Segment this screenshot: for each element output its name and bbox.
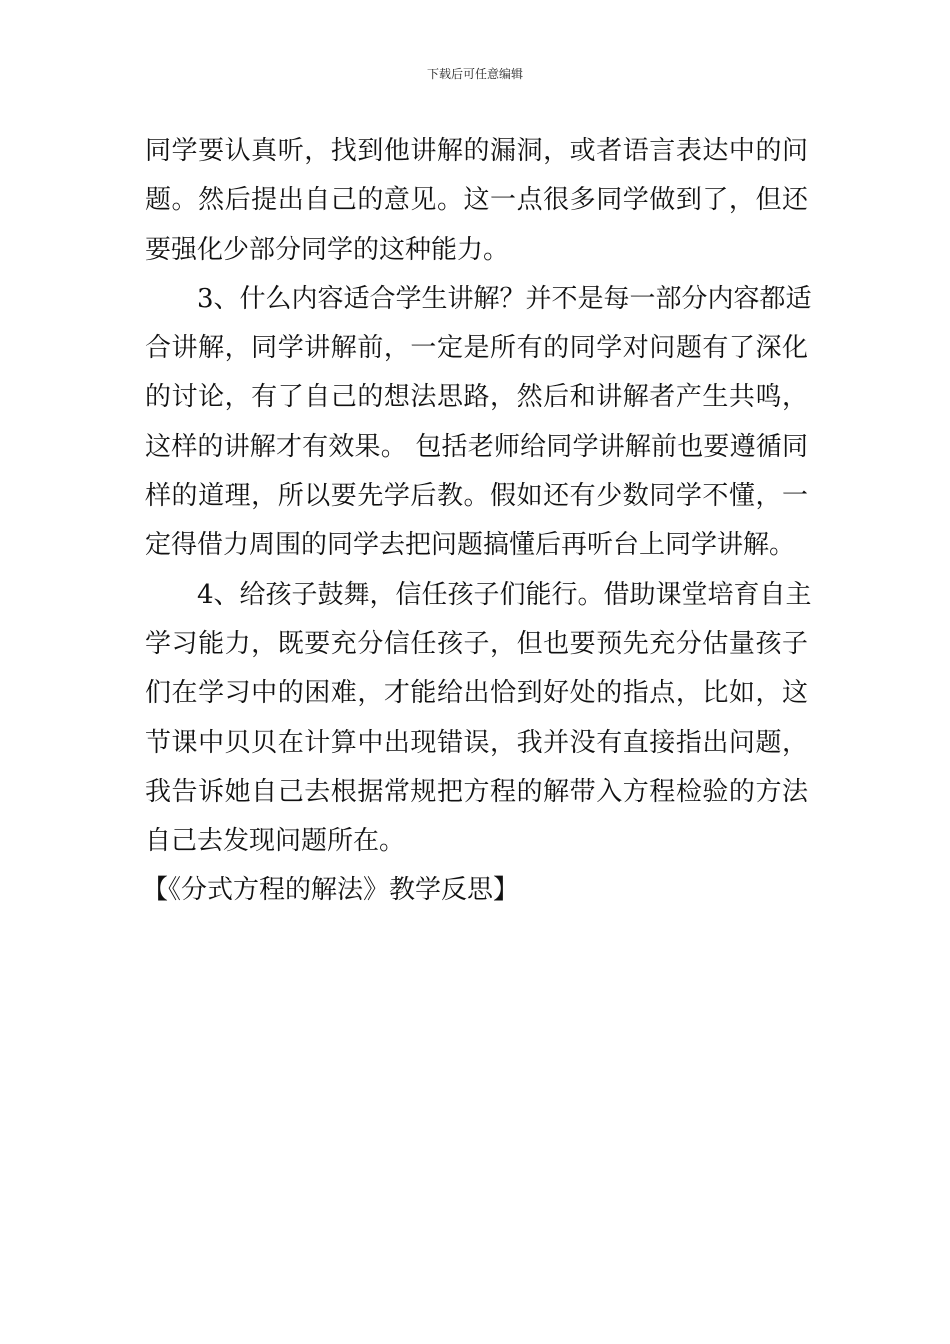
text-line: 定得借力周围的同学去把问题搞懂后再听台上同学讲解。	[145, 530, 796, 561]
text-line: 要强化少部分同学的这种能力。	[145, 234, 510, 265]
text-line: 们在学习中的困难，才能给出恰到好处的指点，比如，这	[145, 678, 808, 709]
text-line: 节课中贝贝在计算中出现错误，我并没有直接指出问题，	[145, 727, 808, 758]
text-line: 4、给孩子鼓舞，信任孩子们能行。借助课堂培育自主	[145, 579, 812, 610]
text-line: 我告诉她自己去根据常规把方程的解带入方程检验的方法	[145, 776, 808, 807]
text-line: 学习能力，既要充分信任孩子，但也要预先充分估量孩子	[145, 628, 808, 659]
page-header: 下载后可任意编辑	[426, 67, 523, 81]
text-line: 同学要认真听，找到他讲解的漏洞，或者语言表达中的问	[145, 136, 808, 166]
text-line: 3、什么内容适合学生讲解？并不是每一部分内容都适	[145, 283, 812, 314]
text-line: 题。然后提出自己的意见。这一点很多同学做到了，但还	[145, 185, 808, 216]
paragraph-2	[145, 275, 812, 571]
text-line: 这样的讲解才有效果。 包括老师给同学讲解前也要遵循同	[145, 431, 808, 462]
document-body	[142, 127, 812, 916]
paragraph-3	[145, 571, 812, 867]
text-line: 样的道理，所以要先学后教。假如还有少数同学不懂，一	[145, 481, 808, 512]
paragraph-1	[145, 127, 808, 275]
text-line: 自己去发现问题所在。	[145, 826, 406, 857]
section-heading: 【《分式方程的解法》教学反思】	[142, 875, 520, 906]
text-line: 合讲解，同学讲解前，一定是所有的同学对问题有了深化	[145, 333, 808, 364]
text-line: 的讨论，有了自己的想法思路，然后和讲解者产生共鸣，	[145, 382, 808, 413]
